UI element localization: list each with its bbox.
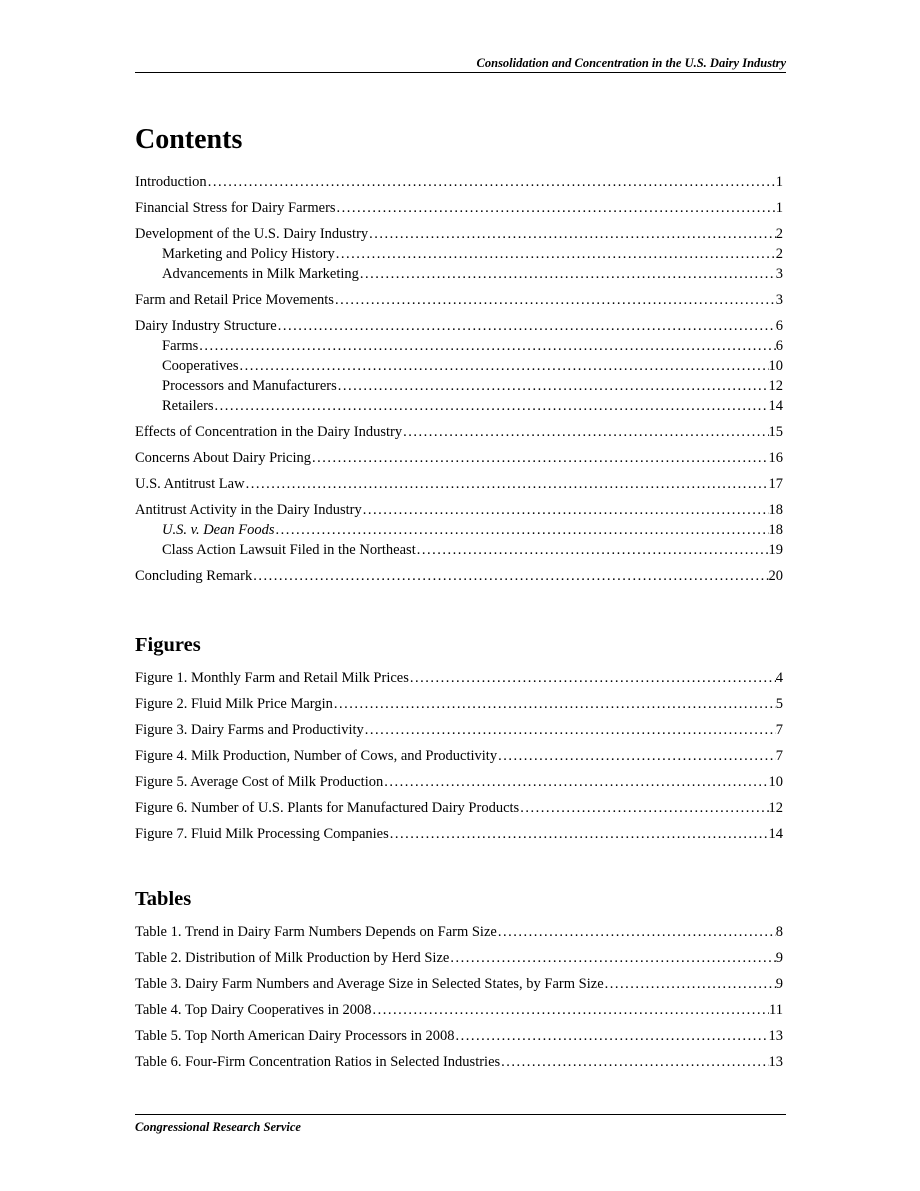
table-entry-2[interactable]: Table 2. Distribution of Milk Production by Herd Size ..... 9 [135, 949, 783, 968]
toc-entry-introduction[interactable]: Introduction ..... 1 [135, 173, 783, 192]
figure-entry-6[interactable]: Figure 6. Number of U.S. Plants for Manufactured Dairy Products ..... 12 [135, 799, 783, 818]
toc-entry-cooperatives[interactable]: Cooperatives ..... 10 [135, 357, 783, 376]
figures-list [135, 669, 783, 844]
table-entry-6[interactable]: Table 6. Four-Firm Concentration Ratios in Selected Industries ..... 13 [135, 1053, 783, 1072]
toc-entry-effects-concentration[interactable]: Effects of Concentration in the Dairy Industry ..... 15 [135, 423, 783, 442]
table-entry-4[interactable]: Table 4. Top Dairy Cooperatives in 2008 ..... 11 [135, 1001, 783, 1020]
toc-entry-farm-retail-price[interactable]: Farm and Retail Price Movements ..... 3 [135, 291, 783, 310]
toc-entry-advancements-milk-marketing[interactable]: Advancements in Milk Marketing ..... 3 [135, 265, 783, 284]
page-footer: Congressional Research Service [135, 1114, 786, 1135]
contents-list [135, 173, 783, 586]
toc-entry-class-action[interactable]: Class Action Lawsuit Filed in the Northeast ..... 19 [135, 541, 783, 560]
table-entry-5[interactable]: Table 5. Top North American Dairy Processors in 2008 ..... 13 [135, 1027, 783, 1046]
figure-entry-1[interactable]: Figure 1. Monthly Farm and Retail Milk Prices ..... 4 [135, 669, 783, 688]
toc-entry-antitrust-law[interactable]: U.S. Antitrust Law ..... 17 [135, 475, 783, 494]
toc-page-body [135, 120, 783, 1072]
toc-entry-financial-stress[interactable]: Financial Stress for Dairy Farmers ..... 1 [135, 199, 783, 218]
toc-entry-retailers[interactable]: Retailers ..... 14 [135, 397, 783, 416]
tables-list [135, 923, 783, 1072]
figure-entry-3[interactable]: Figure 3. Dairy Farms and Productivity ..... 7 [135, 721, 783, 740]
table-entry-3[interactable]: Table 3. Dairy Farm Numbers and Average Size in Selected States, by Farm Size ..... 9 [135, 975, 783, 994]
toc-entry-us-v-dean-foods[interactable]: U.S. v. Dean Foods ..... 18 [135, 521, 783, 540]
toc-entry-farms[interactable]: Farms ..... 6 [135, 337, 783, 356]
figure-entry-7[interactable]: Figure 7. Fluid Milk Processing Companies ..... 14 [135, 825, 783, 844]
figure-entry-4[interactable]: Figure 4. Milk Production, Number of Cows, and Productivity ..... 7 [135, 747, 783, 766]
toc-entry-concluding-remark[interactable]: Concluding Remark ..... 20 [135, 567, 783, 586]
figure-entry-2[interactable]: Figure 2. Fluid Milk Price Margin ..... 5 [135, 695, 783, 714]
running-header: Consolidation and Concentration in the U.S. Dairy Industry [135, 56, 786, 73]
toc-entry-industry-structure[interactable]: Dairy Industry Structure ..... 6 [135, 317, 783, 336]
contents-heading: Contents [135, 124, 243, 155]
table-entry-1[interactable]: Table 1. Trend in Dairy Farm Numbers Depends on Farm Size ..... 8 [135, 923, 783, 942]
figure-entry-5[interactable]: Figure 5. Average Cost of Milk Production ..... 10 [135, 773, 783, 792]
toc-entry-development[interactable]: Development of the U.S. Dairy Industry ..... 2 [135, 225, 783, 244]
figures-heading: Figures [135, 634, 201, 656]
toc-entry-processors[interactable]: Processors and Manufacturers ..... 12 [135, 377, 783, 396]
toc-entry-concerns-pricing[interactable]: Concerns About Dairy Pricing ..... 16 [135, 449, 783, 468]
toc-entry-marketing-policy-history[interactable]: Marketing and Policy History ..... 2 [135, 245, 783, 264]
toc-entry-antitrust-activity[interactable]: Antitrust Activity in the Dairy Industry ..... 18 [135, 501, 783, 520]
tables-heading: Tables [135, 888, 192, 910]
